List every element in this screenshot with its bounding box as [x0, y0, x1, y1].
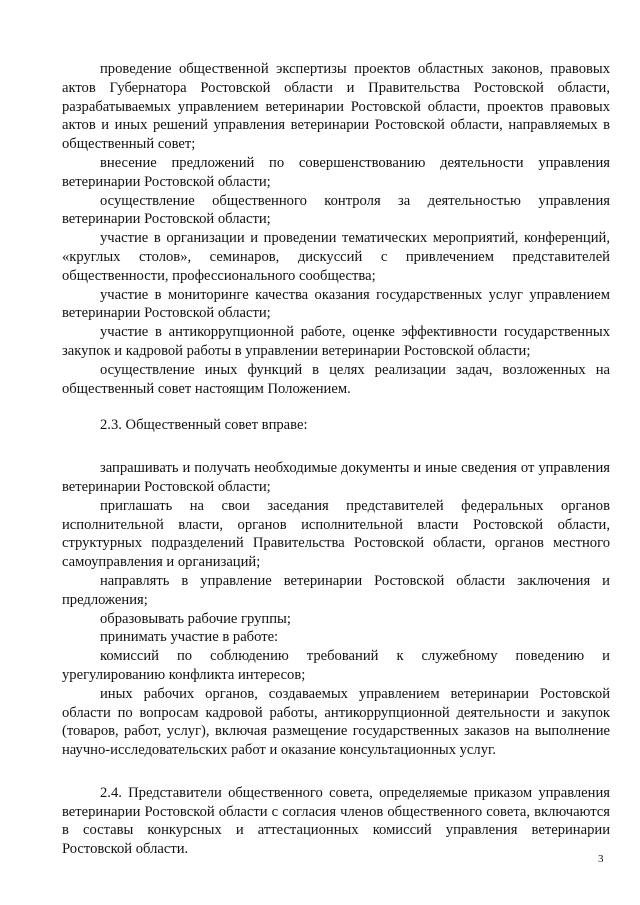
list-item: участие в антикоррупционной работе, оценке эффективности государственных закупок и кадровой работы в управлении ветеринарии Ростовской области;	[62, 324, 610, 359]
document-page	[62, 60, 610, 859]
list-item: осуществление общественного контроля за деятельностью управления ветеринарии Ростовской области;	[62, 192, 610, 228]
list-item: образовывать рабочие группы;	[100, 610, 291, 627]
list-item: приглашать на свои заседания представителей федеральных органов исполнительной власти, органов исполнительной власти Ростовской области, структурных подразделений Правительства Ростовской области, органов местного самоуправления и организаций;	[62, 497, 610, 571]
list-item: осуществление иных функций в целях реализации задач, возложенных на общественный совет настоящим Положением.	[62, 361, 610, 397]
list-item: запрашивать и получать необходимые документы и иные сведения от управления ветеринарии Ростовской области;	[62, 460, 610, 495]
list-item: направлять в управление ветеринарии Ростовской области заключения и предложения;	[62, 572, 610, 608]
section-paragraph: 2.4. Представители общественного совета, определяемые приказом управления ветеринарии Ростовской области с согласия членов общественного совета, включаются в составы конкурсных и аттестационных комиссий управления ветеринарии Ростовской области.	[62, 784, 610, 858]
list-item: комиссий по соблюдению требований к служебному поведению и урегулированию конфликта интересов;	[62, 648, 610, 683]
spacer	[62, 435, 610, 459]
section-heading: 2.3. Общественный совет вправе:	[100, 417, 308, 434]
list-item: участие в организации и проведении тематических мероприятий, конференций, «круглых столов», семинаров, дискуссий с привлечением представителей общественности, профессионального сообщества;	[62, 230, 610, 284]
spacer	[62, 760, 610, 784]
list-item: внесение предложений по совершенствованию деятельности управления ветеринарии Ростовской области;	[62, 154, 610, 190]
list-item: иных рабочих органов, создаваемых управлением ветеринарии Ростовской области по вопросам кадровой работы, антикоррупционной деятельности и закупок (товаров, работ, услуг), включая размещение государственных заказов на выполнение научно-исследовательских работ и оказание консультационных услуг.	[62, 685, 610, 759]
page-number: 3	[598, 853, 604, 865]
list-item: проведение общественной экспертизы проектов областных законов, правовых актов Губернатора Ростовской области и Правительства Ростовской области, разрабатываемых управлением ветеринарии Ростовской области, проектов правовых актов и иных решений управления ветеринарии Ростовской области, направляемых в общественный совет;	[62, 61, 610, 153]
list-item: участие в мониторинге качества оказания государственных услуг управлением ветеринарии Ростовской области;	[62, 286, 610, 322]
list-item: принимать участие в работе:	[100, 629, 279, 646]
spacer	[62, 398, 610, 416]
